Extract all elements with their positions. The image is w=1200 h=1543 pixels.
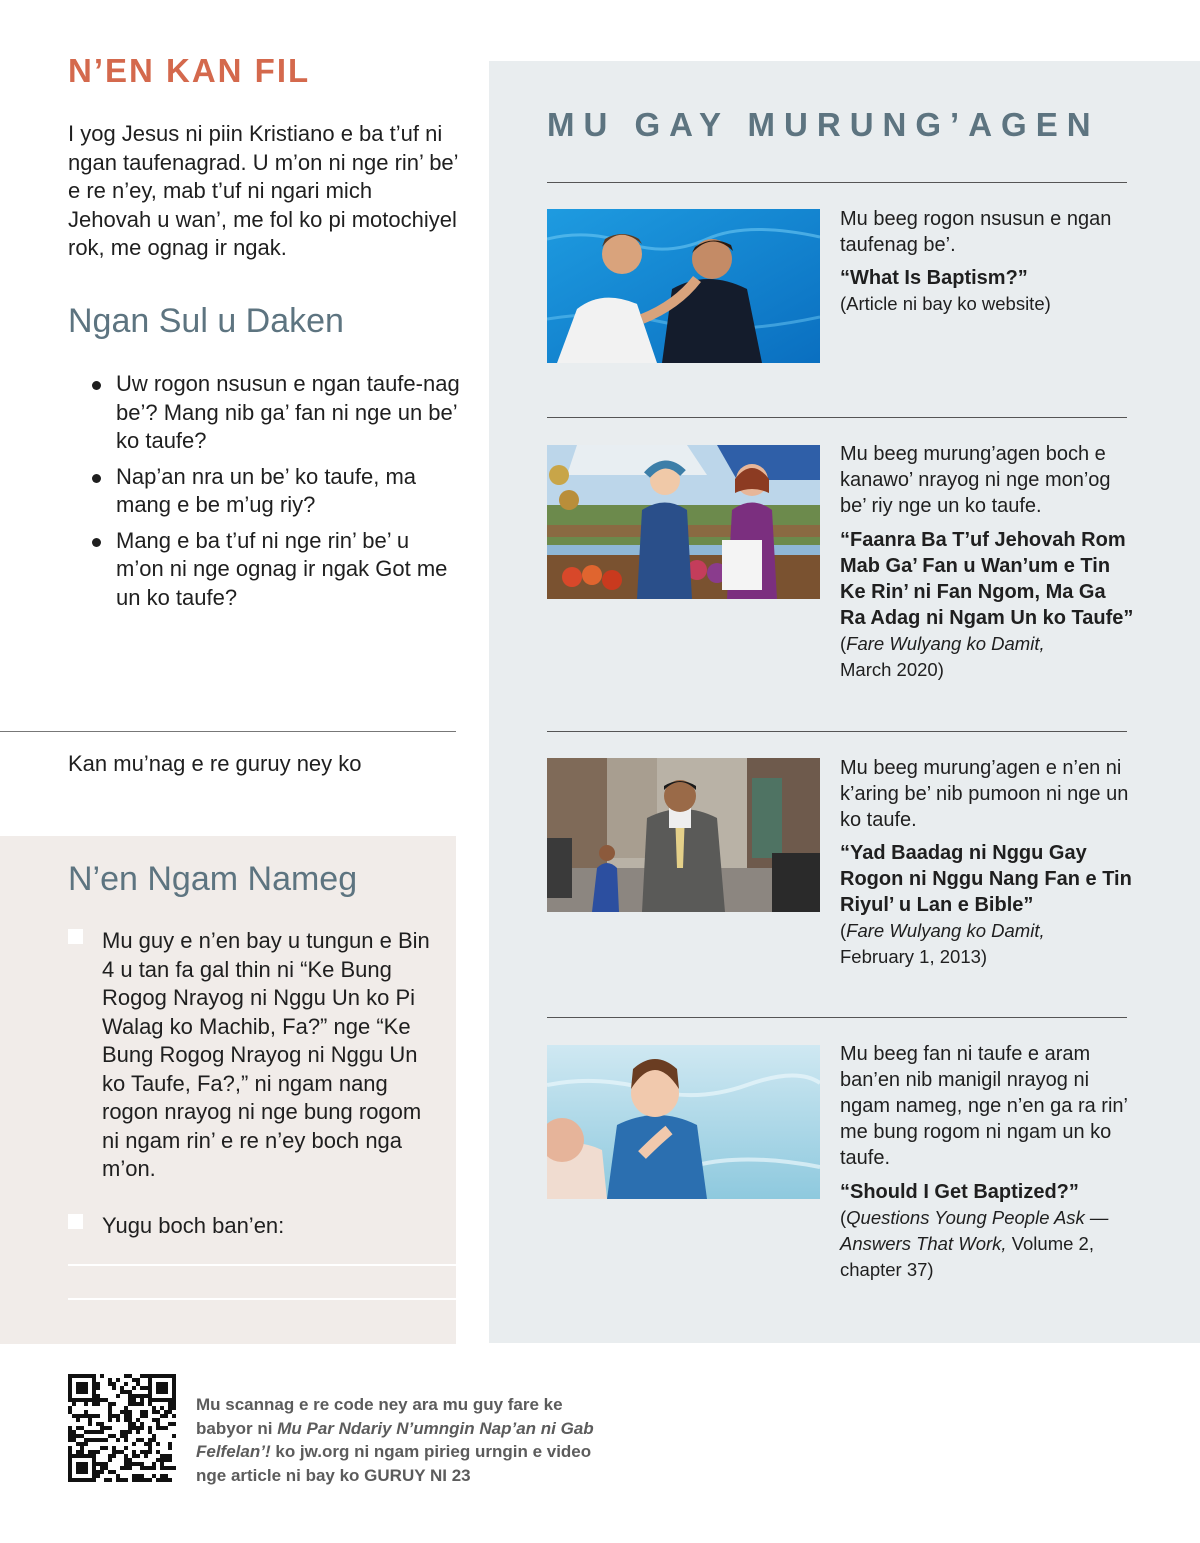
writing-line: [68, 1264, 456, 1266]
questions-list: [92, 370, 462, 619]
divider: [0, 731, 456, 732]
card-title-link[interactable]: “Faanra Ba T’uf Jehovah Rom Mab Ga’ Fan u Wan’um e Tin Ke Rin’ ni Fan Ngom, Ma Ga Ra Adag ni Ngam Un ko Taufe”: [840, 529, 1134, 629]
intro-paragraph: I yog Jesus ni piin Kristiano e ba t’uf ni ngan taufenagrad. U m’on ni nge rin’ be’ e re n’ey, mab t’uf ni ngari mich Jehovah u wan’, me fol ko pi motochiyel rok, me ognag ir ngak.: [68, 121, 458, 260]
bullet-icon: [92, 538, 101, 547]
bullet-icon: [92, 474, 101, 483]
card-title-link[interactable]: “Should I Get Baptized?”: [840, 1181, 1079, 1203]
question-item: Nap’an nra un be’ ko taufe, ma mang e be m’ug riy?: [92, 463, 462, 520]
card-title-link[interactable]: “What Is Baptism?”: [840, 267, 1028, 289]
baptized-youth-photo: [547, 1045, 820, 1199]
goal-checkbox-item: Mu guy e n’en bay u tungun e Bin 4 u tan fa gal thin ni “Ke Bung Rogog Nrayog ni Nggu Un ko Pi Walag ko Machib, Fa?” nge “Ke Bung Rogog Nrayog ni Nggu Un ko Taufe, Fa?,” ni ngam nang rogon nrayog ni nge bung rogom ni ngam rin’ e re n’ey boch nga m’on.: [68, 927, 438, 1184]
divider: [547, 417, 1127, 418]
questions-heading: Ngan Sul u Daken: [68, 302, 344, 340]
divider: [547, 731, 1127, 732]
question-item: Uw rogon nsusun e ngan taufe-nag be’? Mang nib ga’ fan ni nge un be’ ko taufe?: [92, 370, 462, 456]
card-source: (Fare Wulyang ko Damit, March 2020): [840, 633, 1045, 680]
writing-line: [68, 1298, 456, 1300]
card-source: (Article ni bay ko website): [840, 293, 1051, 314]
divider: [547, 182, 1127, 183]
further-reading-title: MU GAY MURUNG’AGEN: [547, 106, 1100, 143]
card-description: Mu beeg murung’agen boch e kanawo’ nrayog ni nge mon’og be’ riy nge un ko taufe.: [840, 443, 1111, 517]
footer-note: Mu scannag e re code ney ara mu guy fare ke babyor ni Mu Par Ndariy N’umngin Nap’an ni Gab Felfelan’! ko jw.org ni ngam pirieg urngin e video nge article ni bay ko GURUY NI 23: [196, 1395, 594, 1485]
divider: [547, 1017, 1127, 1018]
card-title-link[interactable]: “Yad Baadag ni Nggu Gay Rogon ni Nggu Nang Fan e Tin Riyul’ u Lan e Bible”: [840, 842, 1132, 916]
goal-checkbox-item: Yugu boch ban’en:: [68, 1212, 438, 1241]
notes-label: Kan mu’nag e re guruy ney ko: [68, 751, 362, 776]
city-street-photo: [547, 758, 820, 912]
card-source: (Fare Wulyang ko Damit, February 1, 2013): [840, 920, 1045, 967]
card-description: Mu beeg murung’agen e n’en ni k’aring be’ nib pumoon ni nge un ko taufe.: [840, 757, 1129, 831]
section-title: N’EN KAN FIL: [68, 52, 311, 89]
goal-heading: N’en Ngam Nameg: [68, 860, 358, 898]
bullet-icon: [92, 381, 101, 390]
card-source: (Questions Young People Ask —Answers That Work, Volume 2, chapter 37): [840, 1207, 1109, 1280]
card-description: Mu beeg rogon nsusun e ngan taufenag be’.: [840, 208, 1112, 256]
market-conversation-photo: [547, 445, 820, 599]
checkbox[interactable]: [68, 929, 83, 944]
baptism-pool-photo: [547, 209, 820, 363]
card-description: Mu beeg fan ni taufe e aram ban’en nib manigil nrayog ni ngam nameg, nge n’en ga ra rin’ me bung rogom ni ngam un ko taufe.: [840, 1043, 1128, 1169]
qr-code-icon[interactable]: [68, 1374, 176, 1482]
checkbox[interactable]: [68, 1214, 83, 1229]
question-item: Mang e ba t’uf ni nge rin’ be’ u m’on ni nge ognag ir ngak Got me un ko taufe?: [92, 527, 462, 613]
